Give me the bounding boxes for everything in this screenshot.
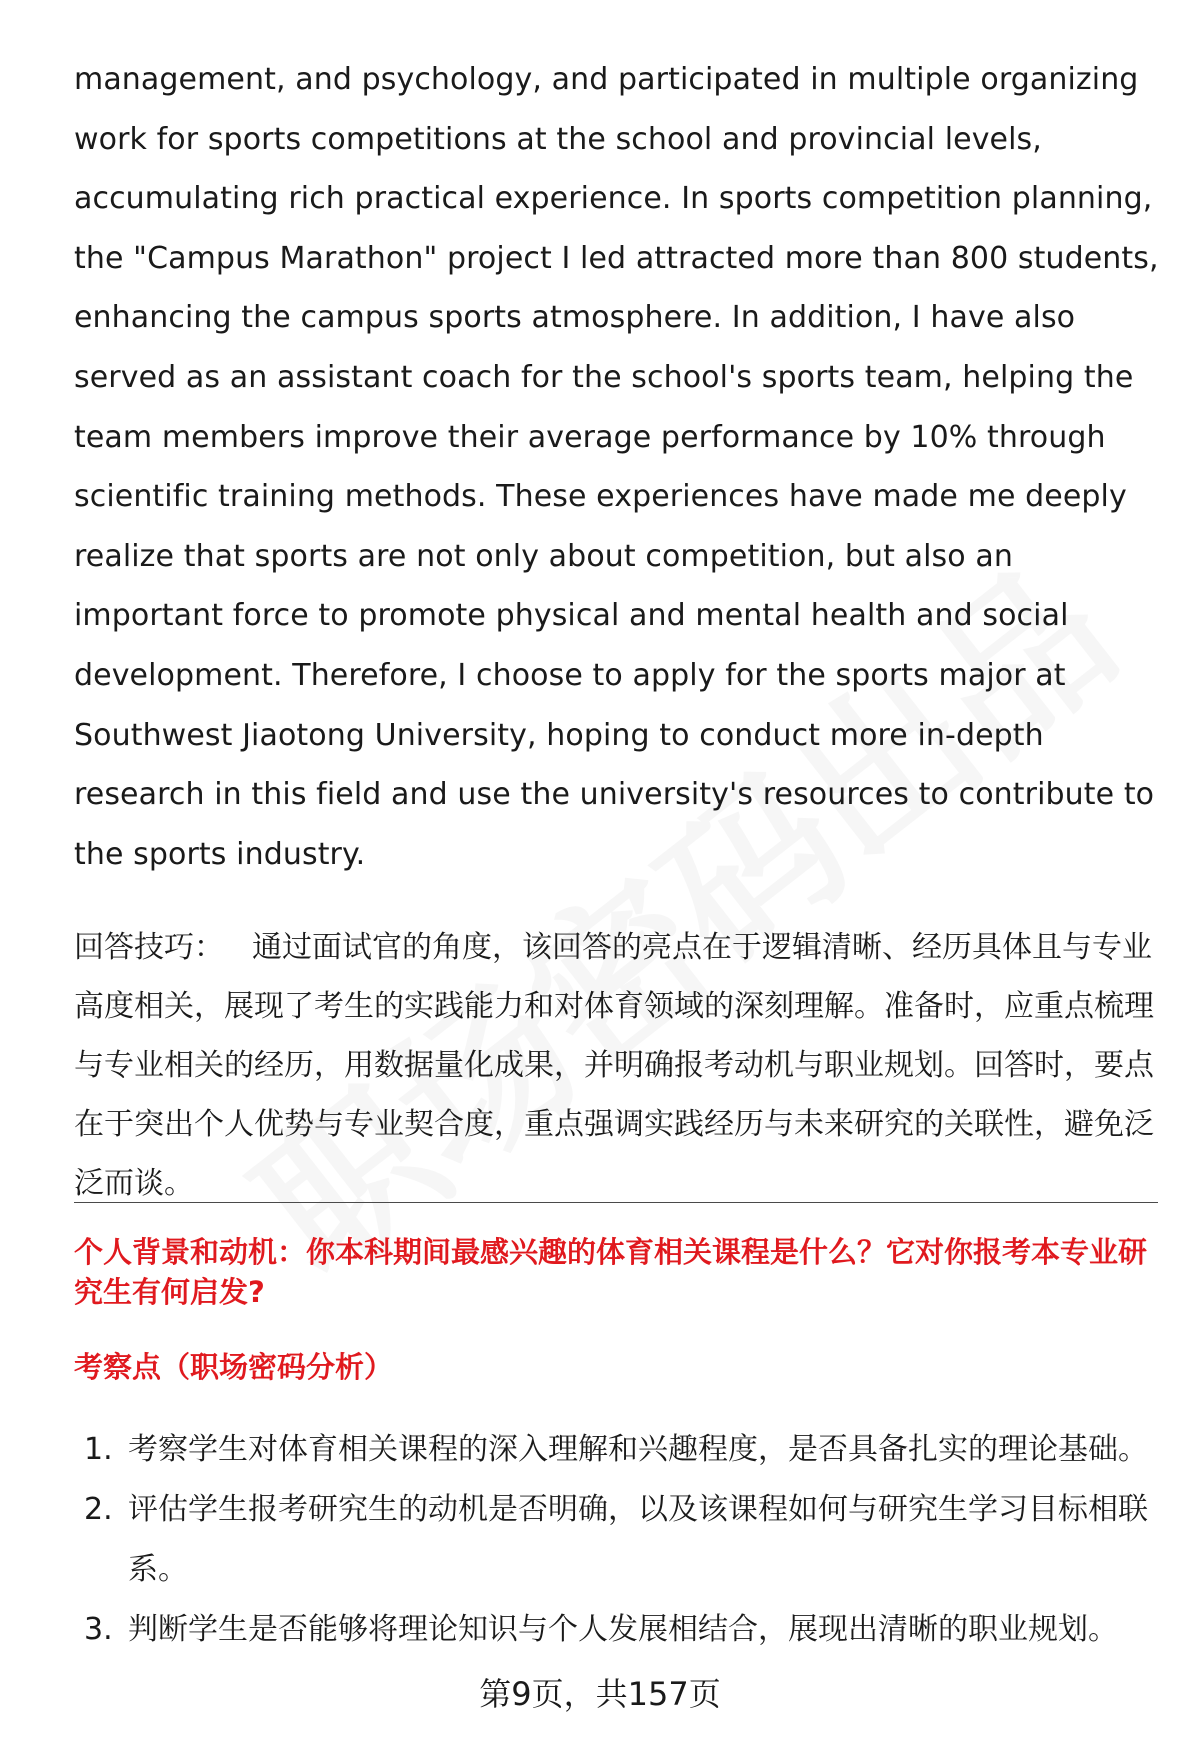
interview-question: 个人背景和动机：你本科期间最感兴趣的体育相关课程是什么？它对你报考本专业研究生有何启发?: [74, 1235, 1148, 1309]
analysis-points: [74, 1420, 1160, 1660]
analysis-heading: 考察点（职场密码分析）: [74, 1350, 394, 1384]
list-item-text: 考察学生对体育相关课程的深入理解和兴趣程度，是否具备扎实的理论基础。: [128, 1432, 1148, 1467]
list-item-text: 判断学生是否能够将理论知识与个人发展相结合，展现出清晰的职业规划。: [128, 1612, 1118, 1647]
list-item-number: 1.: [84, 1432, 113, 1467]
list-item: [74, 1480, 1160, 1600]
list-item-number: 2.: [84, 1492, 113, 1527]
answer-tips: [74, 918, 1160, 1213]
list-item-number: 3.: [84, 1612, 113, 1647]
page-number: 第9页，共157页: [479, 1675, 721, 1713]
answer-paragraph: management, and psychology, and participated in multiple organizing work for sports competitions at the school and provincial levels, accumulating rich practical experience. In sports competition planning, the "Campus Marathon" project I led attracted more than 800 students, enhancing the campus sports atmosphere. In addition, I have also served as an assistant coach for the school's sports team, helping the team members improve their average performance by 10% through scientific training methods. These experiences have made me deeply realize that sports are not only about competition, but also an important force to promote physical and mental health and social development. Therefore, I choose to apply for the sports major at Southwest Jiaotong University, hoping to conduct more in-depth research in this field and use the university's resources to contribute to the sports industry.: [74, 62, 1159, 872]
list-item: [74, 1420, 1160, 1480]
tips-text: 通过面试官的角度，该回答的亮点在于逻辑清晰、经历具体且与专业高度相关，展现了考生的实践能力和对体育领域的深刻理解。准备时，应重点梳理与专业相关的经历，用数据量化成果，并明确报考动机与职业规划。回答时，要点在于突出个人优势与专业契合度，重点强调实践经历与未来研究的关联性，避免泛泛而谈。: [74, 930, 1154, 1202]
document-body: [74, 50, 1160, 1213]
list-item-text: 评估学生报考研究生的动机是否明确，以及该课程如何与研究生学习目标相联系。: [128, 1492, 1148, 1587]
tips-label: 回答技巧：: [74, 930, 224, 966]
section-divider: [74, 1202, 1158, 1203]
list-item: [74, 1600, 1160, 1660]
